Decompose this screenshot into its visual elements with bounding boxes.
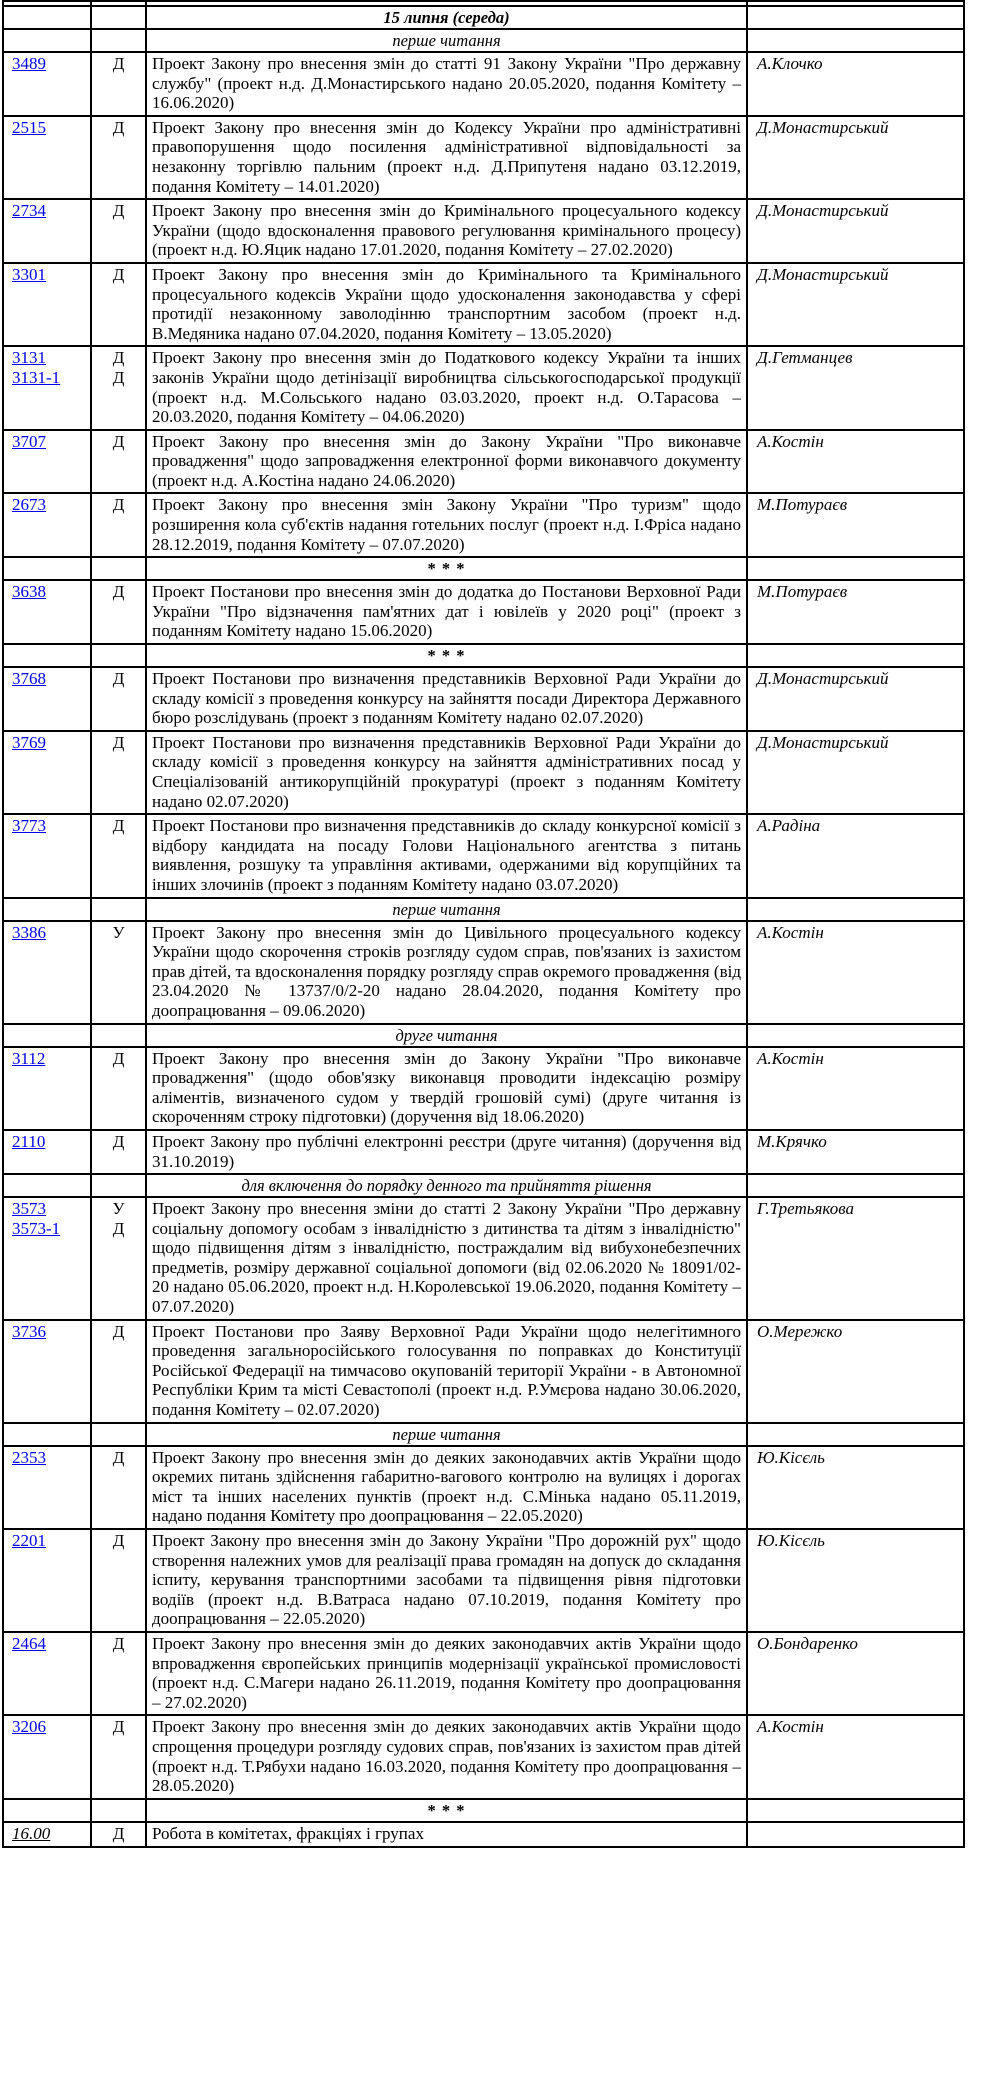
- author-cell: [747, 1197, 964, 1320]
- author-name: О.Бондаренко: [757, 1633, 858, 1653]
- section-label: перше читання: [392, 1424, 501, 1444]
- bill-number-cell: [3, 667, 91, 731]
- author-name: М.Потураєв: [757, 582, 848, 602]
- description-cell: [146, 731, 747, 814]
- bill-description: Проект Постанови про визначення представників Верховної Ради України до складу комісії з проведення конкурсу на зайняття посади Директора Державного бюро розслідувань (проект з поданням Комітету надано 02.07.2020): [152, 669, 741, 728]
- description-cell: [146, 1130, 747, 1174]
- flag-value: Д: [112, 431, 125, 451]
- bill-description: Проект Закону про внесення зміни до статті 2 Закону України "Про державну соціальну допомогу особам з інвалідністю з дитинства та дітям з інвалідністю" щодо підвищення дітям з інвалідністю, постраждалим від вибухонебезпечних предметів, розміру державної соціальної допомоги (від 02.06.2020 № 18091/02-20 надано 05.06.2020, проект н.д. Н.Королевської 19.06.2020, подання Комітету – 07.07.2020): [152, 1199, 741, 1317]
- table-row: [3, 493, 964, 557]
- author-name: А.Клочко: [757, 54, 823, 73]
- work-row: [3, 1822, 964, 1847]
- bill-description: Проект Закону про внесення змін до Закону України "Про дорожній рух" щодо створення належних умов для реалізації права громадян на допуск до складання іспиту, керування транспортними засобами та підвищення рівня підготовки водіїв (проект н.д. В.Ватраса надано 07.10.2019, подання Комітету про доопрацювання – 22.05.2020): [152, 1531, 741, 1629]
- section-cell-flag: [91, 898, 146, 921]
- author-cell: [747, 667, 964, 731]
- bill-link[interactable]: 3573-1: [12, 1219, 61, 1239]
- bill-link[interactable]: 3489: [12, 54, 46, 73]
- description-cell: [146, 1320, 747, 1423]
- section-row: [3, 6, 964, 29]
- bill-number-cell: [3, 1197, 91, 1320]
- section-cell-author: [747, 6, 964, 29]
- section-cell-number: [3, 1024, 91, 1047]
- description-cell: [146, 921, 747, 1024]
- author-cell: [747, 1715, 964, 1798]
- time-cell: [3, 1822, 91, 1847]
- section-cell-author: [747, 1423, 964, 1446]
- section-cell-author: [747, 1174, 964, 1197]
- bill-description: Проект Закону про внесення змін до Кодексу України про адміністративні правопорушення щодо посилення адміністративної відповідальності за незаконну торгівлю пальним (проект н.д. Д.Припутеня надано 03.12.2019, подання Комітету – 14.01.2020): [152, 117, 741, 196]
- author-name: Ю.Кісєль: [757, 1447, 825, 1467]
- bill-number-cell: [3, 921, 91, 1024]
- flag-cell: [91, 493, 146, 557]
- section-cell-flag: [91, 1799, 146, 1822]
- section-label-cell: [146, 29, 747, 52]
- section-label-cell: [146, 898, 747, 921]
- description-cell: [146, 430, 747, 494]
- author-name: О.Мережко: [757, 1321, 843, 1341]
- flag-value: У: [112, 1199, 125, 1219]
- section-row: [3, 1799, 964, 1822]
- section-row: [3, 1423, 964, 1446]
- table-row: [3, 921, 964, 1024]
- author-name: А.Костін: [757, 1717, 824, 1737]
- bill-link[interactable]: 3131-1: [12, 368, 61, 388]
- author-cell: [747, 814, 964, 897]
- section-row: [3, 29, 964, 52]
- bill-number-cell: [3, 1446, 91, 1529]
- author-cell: [747, 52, 964, 116]
- table-row: [3, 199, 964, 263]
- author-cell: [747, 116, 964, 199]
- bill-description: Проект Закону про внесення змін до Кримінального та Кримінального процесуального кодексів України щодо удосконалення законодавства у сфері протидії незаконному заволодінню транспортним засобом (проект н.д. В.Медяника надано 07.04.2020, подання Комітету – 13.05.2020): [152, 264, 741, 343]
- section-label-cell: [146, 1174, 747, 1197]
- table-row: [3, 731, 964, 814]
- description-cell: [146, 1822, 747, 1847]
- section-row: [3, 644, 964, 667]
- section-cell-flag: [91, 1174, 146, 1197]
- flag-value: Д: [112, 1717, 125, 1737]
- flag-value: Д: [112, 816, 125, 836]
- author-cell: [747, 199, 964, 263]
- section-cell-flag: [91, 6, 146, 29]
- bill-description: Проект Закону про внесення змін до Податкового кодексу України та інших законів України щодо детінізації виробництва сільськогосподарської продукції (проект н.д. М.Сольського надано 03.03.2020, проект н.д. О.Тарасова – 20.03.2020, подання Комітету – 04.06.2020): [152, 348, 741, 427]
- table-row: [3, 1320, 964, 1423]
- bill-link[interactable]: 2673: [12, 495, 46, 515]
- table-row: [3, 1715, 964, 1798]
- flag-value: Д: [112, 1131, 125, 1151]
- bill-number-cell: [3, 430, 91, 494]
- table-row: [3, 667, 964, 731]
- flag-value: Д: [112, 669, 125, 689]
- author-cell: [747, 1822, 964, 1847]
- table-row: [3, 116, 964, 199]
- bill-link[interactable]: 3736: [12, 1321, 46, 1341]
- flag-value: У: [112, 922, 125, 942]
- description-cell: [146, 199, 747, 263]
- author-cell: [747, 346, 964, 429]
- description-cell: [146, 1047, 747, 1130]
- author-cell: [747, 1446, 964, 1529]
- bill-link[interactable]: 3769: [12, 732, 46, 752]
- flag-value: Д: [112, 732, 125, 752]
- table-row: [3, 1632, 964, 1715]
- author-name: Д.Монастирський: [757, 669, 889, 689]
- author-name: Д.Гетманцев: [757, 348, 853, 368]
- bill-number-cell: [3, 1320, 91, 1423]
- bill-description: Проект Закону про внесення змін до деяких законодавчих актів України щодо спрощення процедури розгляду судових справ, пов'язаних із захистом прав дітей (проект н.д. Т.Рябухи надано 16.03.2020, подання Комітету про доопрацювання – 28.05.2020): [152, 1717, 741, 1796]
- description-cell: [146, 1529, 747, 1632]
- flag-cell: [91, 814, 146, 897]
- section-cell-flag: [91, 557, 146, 580]
- section-label-cell: [146, 1024, 747, 1047]
- bill-number-cell: [3, 263, 91, 346]
- flag-value: Д: [112, 1633, 125, 1653]
- section-cell-number: [3, 1174, 91, 1197]
- flag-cell: [91, 1632, 146, 1715]
- table-row: [3, 1197, 964, 1320]
- flag-cell: [91, 1320, 146, 1423]
- table-row: [3, 1047, 964, 1130]
- flag-value: Д: [112, 348, 125, 368]
- bill-description: Проект Закону про внесення змін до статті 91 Закону України "Про державну службу" (проект н.д. Д.Монастирського надано 20.05.2020, подання Комітету – 16.06.2020): [152, 54, 741, 113]
- table-row: [3, 814, 964, 897]
- flag-value: Д: [112, 1048, 125, 1068]
- flag-cell: [91, 1822, 146, 1847]
- flag-cell: [91, 52, 146, 116]
- bill-number-cell: [3, 1529, 91, 1632]
- flag-cell: [91, 580, 146, 644]
- bill-description: Проект Закону про внесення змін до деяких законодавчих актів України щодо впровадження європейських принципів модернізації української промисловості (проект н.д. С.Магери надано 26.11.2019, подання Комітету про доопрацювання – 27.02.2020): [152, 1633, 741, 1712]
- bill-link[interactable]: 2110: [12, 1131, 46, 1151]
- flag-cell: [91, 921, 146, 1024]
- section-cell-author: [747, 644, 964, 667]
- bill-link[interactable]: 2464: [12, 1633, 46, 1653]
- flag-value: Д: [112, 201, 125, 221]
- flag-value: Д: [112, 582, 125, 602]
- section-cell-number: [3, 6, 91, 29]
- author-cell: [747, 263, 964, 346]
- description-cell: [146, 580, 747, 644]
- bill-number-cell: [3, 1130, 91, 1174]
- table-row: [3, 263, 964, 346]
- section-cell-author: [747, 557, 964, 580]
- flag-value: Д: [112, 1531, 125, 1550]
- section-row: [3, 1024, 964, 1047]
- description-cell: [146, 493, 747, 557]
- section-cell-author: [747, 29, 964, 52]
- section-cell-number: [3, 557, 91, 580]
- author-name: Д.Монастирський: [757, 117, 889, 137]
- section-cell-author: [747, 1024, 964, 1047]
- bill-description: Проект Закону про публічні електронні реєстри (друге читання) (доручення від 31.10.2019): [152, 1131, 741, 1171]
- section-cell-number: [3, 898, 91, 921]
- author-cell: [747, 1529, 964, 1632]
- description-cell: [146, 52, 747, 116]
- section-label: * * *: [427, 1800, 466, 1820]
- flag-value: Д: [112, 264, 125, 284]
- author-name: Д.Монастирський: [757, 201, 889, 221]
- flag-cell: [91, 667, 146, 731]
- flag-cell: [91, 1446, 146, 1529]
- author-cell: [747, 1632, 964, 1715]
- section-label: для включення до порядку денного та прийняття рішення: [241, 1176, 652, 1196]
- section-cell-number: [3, 29, 91, 52]
- description-cell: [146, 1197, 747, 1320]
- bill-number-cell: [3, 116, 91, 199]
- description-cell: [146, 346, 747, 429]
- author-name: М.Крячко: [757, 1131, 827, 1151]
- table-row: [3, 52, 964, 116]
- description-cell: [146, 1715, 747, 1798]
- flag-value: Д: [112, 54, 125, 73]
- section-row: [3, 557, 964, 580]
- author-cell: [747, 580, 964, 644]
- description-cell: [146, 263, 747, 346]
- bill-description: Проект Постанови про внесення змін до додатка до Постанови Верховної Ради України "Про відзначення пам'ятних дат і ювілеїв у 2020 році" (проект з поданням Комітету надано 15.06.2020): [152, 582, 741, 641]
- flag-cell: [91, 346, 146, 429]
- table-row: [3, 580, 964, 644]
- bill-number-cell: [3, 493, 91, 557]
- agenda-table: [2, 0, 965, 1848]
- author-cell: [747, 921, 964, 1024]
- section-label: 15 липня (середа): [383, 8, 510, 27]
- flag-cell: [91, 1197, 146, 1320]
- flag-cell: [91, 1715, 146, 1798]
- flag-cell: [91, 1047, 146, 1130]
- section-row: [3, 898, 964, 921]
- bill-number-cell: [3, 1715, 91, 1798]
- flag-value: Д: [112, 495, 125, 515]
- bill-description: Проект Закону про внесення змін Закону України "Про туризм" щодо розширення кола суб'єктів надання готельних послуг (проект н.д. І.Фріса надано 28.12.2019, подання Комітету – 07.07.2020): [152, 495, 741, 554]
- author-name: М.Потураєв: [757, 495, 848, 515]
- bill-link[interactable]: 3206: [12, 1717, 46, 1737]
- bill-number-cell: [3, 1047, 91, 1130]
- section-label: перше читання: [392, 31, 501, 50]
- author-name: А.Костін: [757, 922, 824, 942]
- bill-description: Проект Постанови про визначення представників Верховної Ради України до складу комісії з проведення конкурсу на зайняття адміністративних посад у Спеціалізованій антикорупційній прокуратурі (проект з поданням Комітету надано 02.07.2020): [152, 732, 741, 811]
- flag-cell: [91, 1529, 146, 1632]
- bill-link[interactable]: 2353: [12, 1447, 46, 1467]
- description-cell: [146, 1632, 747, 1715]
- section-cell-author: [747, 898, 964, 921]
- bill-link[interactable]: 3386: [12, 922, 46, 942]
- table-row: [3, 1446, 964, 1529]
- table-row: [3, 1529, 964, 1632]
- bill-description: Проект Закону про внесення змін до Закону України "Про виконавче провадження" щодо запровадження електронної форми виконавчого документу (проект н.д. А.Костіна надано 24.06.2020): [152, 431, 741, 490]
- section-cell-flag: [91, 29, 146, 52]
- section-label: * * *: [427, 559, 466, 579]
- section-label-cell: [146, 557, 747, 580]
- bill-number-cell: [3, 52, 91, 116]
- section-cell-number: [3, 1423, 91, 1446]
- flag-value: Д: [112, 1321, 125, 1341]
- bill-description: Проект Закону про внесення змін до Цивільного процесуального кодексу України щодо скорочення строків розгляду судом справ, пов'язаних із захистом прав дітей, та вдосконалення порядку розгляду справ окремого провадження (від 23.04.2020 № 13737/0/2-20 надано 28.04.2020, подання Комітету про доопрацювання – 09.06.2020): [152, 922, 741, 1020]
- bill-link[interactable]: 2734: [12, 201, 46, 221]
- bill-link[interactable]: 3301: [12, 264, 46, 284]
- section-cell-author: [747, 1799, 964, 1822]
- bill-number-cell: [3, 346, 91, 429]
- author-cell: [747, 493, 964, 557]
- flag-value: Д: [112, 1823, 125, 1843]
- section-cell-flag: [91, 1024, 146, 1047]
- flag-cell: [91, 116, 146, 199]
- bill-description: Проект Закону про внесення змін до Кримінального процесуального кодексу України (щодо вдосконалення правового регулювання кримінального процесу) (проект н.д. Ю.Яцик надано 17.01.2020, подання Комітету – 27.02.2020): [152, 201, 741, 260]
- author-name: Г.Третьякова: [757, 1199, 854, 1219]
- bill-number-cell: [3, 580, 91, 644]
- flag-cell: [91, 263, 146, 346]
- bill-link[interactable]: 3707: [12, 431, 46, 451]
- bill-link[interactable]: 2201: [12, 1531, 46, 1550]
- flag-value: Д: [112, 1219, 125, 1239]
- bill-description: Проект Постанови про визначення представників до складу конкурсної комісії з відбору кандидата на посаду Голови Національного агентства з питань виявлення, розшуку та управління активами, одержаними від корупційних та інших злочинів (проект з поданням Комітету надано 03.07.2020): [152, 816, 741, 894]
- flag-cell: [91, 430, 146, 494]
- bill-description: Проект Постанови про Заяву Верховної Ради України щодо нелегітимного проведення загальноросійського голосування по поправках до Конституції Російської Федерації на тимчасово окупованій території України - в Автономної Республіки Крим та місті Севастополі (проект н.д. Р.Умєрова надано 30.06.2020, подання Комітету – 02.07.2020): [152, 1321, 741, 1420]
- agenda-table-body: [3, 1, 964, 1847]
- bill-link[interactable]: 3768: [12, 669, 46, 689]
- author-cell: [747, 1047, 964, 1130]
- work-description: Робота в комітетах, фракціях і групах: [152, 1823, 424, 1843]
- table-row: [3, 430, 964, 494]
- flag-cell: [91, 199, 146, 263]
- author-name: А.Костін: [757, 431, 824, 451]
- description-cell: [146, 116, 747, 199]
- description-cell: [146, 814, 747, 897]
- section-cell-flag: [91, 1423, 146, 1446]
- author-name: А.Костін: [757, 1048, 824, 1068]
- bill-description: Проект Закону про внесення змін до деяких законодавчих актів України щодо окремих питань здійснення габаритно-вагового контролю на вулицях і дорогах міст та інших населених пунктів (проект н.д. С.Мінька надано 05.11.2019, надано подання Комітету про доопрацювання – 22.05.2020): [152, 1447, 741, 1526]
- bill-number-cell: [3, 1632, 91, 1715]
- bill-link[interactable]: 3131: [12, 348, 46, 368]
- section-row: [3, 1174, 964, 1197]
- bill-number-cell: [3, 814, 91, 897]
- section-cell-number: [3, 1799, 91, 1822]
- bill-link[interactable]: 3112: [12, 1048, 46, 1068]
- author-cell: [747, 1320, 964, 1423]
- section-label: друге читання: [395, 1025, 498, 1045]
- section-label: * * *: [427, 646, 466, 666]
- author-cell: [747, 731, 964, 814]
- section-label: перше читання: [392, 899, 501, 919]
- flag-value: Д: [112, 1447, 125, 1467]
- table-row: [3, 1130, 964, 1174]
- bill-description: Проект Закону про внесення змін до Закону України "Про виконавче провадження" (щодо обов'язку виконавця проводити індексацію розміру аліментів, визначеного судом у твердій грошовій сумі) (друге читання із скороченням строку підготовки) (доручення від 18.06.2020): [152, 1048, 741, 1127]
- flag-cell: [91, 1130, 146, 1174]
- section-label-cell: [146, 1423, 747, 1446]
- bill-link[interactable]: 2515: [12, 117, 46, 137]
- section-label-cell: [146, 644, 747, 667]
- bill-link[interactable]: 3773: [12, 816, 46, 836]
- section-cell-number: [3, 644, 91, 667]
- flag-cell: [91, 731, 146, 814]
- flag-value: Д: [112, 117, 125, 137]
- table-row: [3, 346, 964, 429]
- time-value: 16.00: [12, 1823, 51, 1843]
- flag-value: Д: [112, 368, 125, 388]
- author-name: А.Радіна: [757, 816, 821, 836]
- bill-link[interactable]: 3638: [12, 582, 46, 602]
- description-cell: [146, 1446, 747, 1529]
- section-cell-flag: [91, 644, 146, 667]
- bill-link[interactable]: 3573: [12, 1199, 46, 1219]
- section-label-cell: [146, 1799, 747, 1822]
- bill-number-cell: [3, 199, 91, 263]
- author-name: Д.Монастирський: [757, 732, 889, 752]
- section-label-cell: [146, 6, 747, 29]
- author-cell: [747, 1130, 964, 1174]
- author-cell: [747, 430, 964, 494]
- author-name: Д.Монастирський: [757, 264, 889, 284]
- bill-number-cell: [3, 731, 91, 814]
- description-cell: [146, 667, 747, 731]
- author-name: Ю.Кісєль: [757, 1531, 825, 1550]
